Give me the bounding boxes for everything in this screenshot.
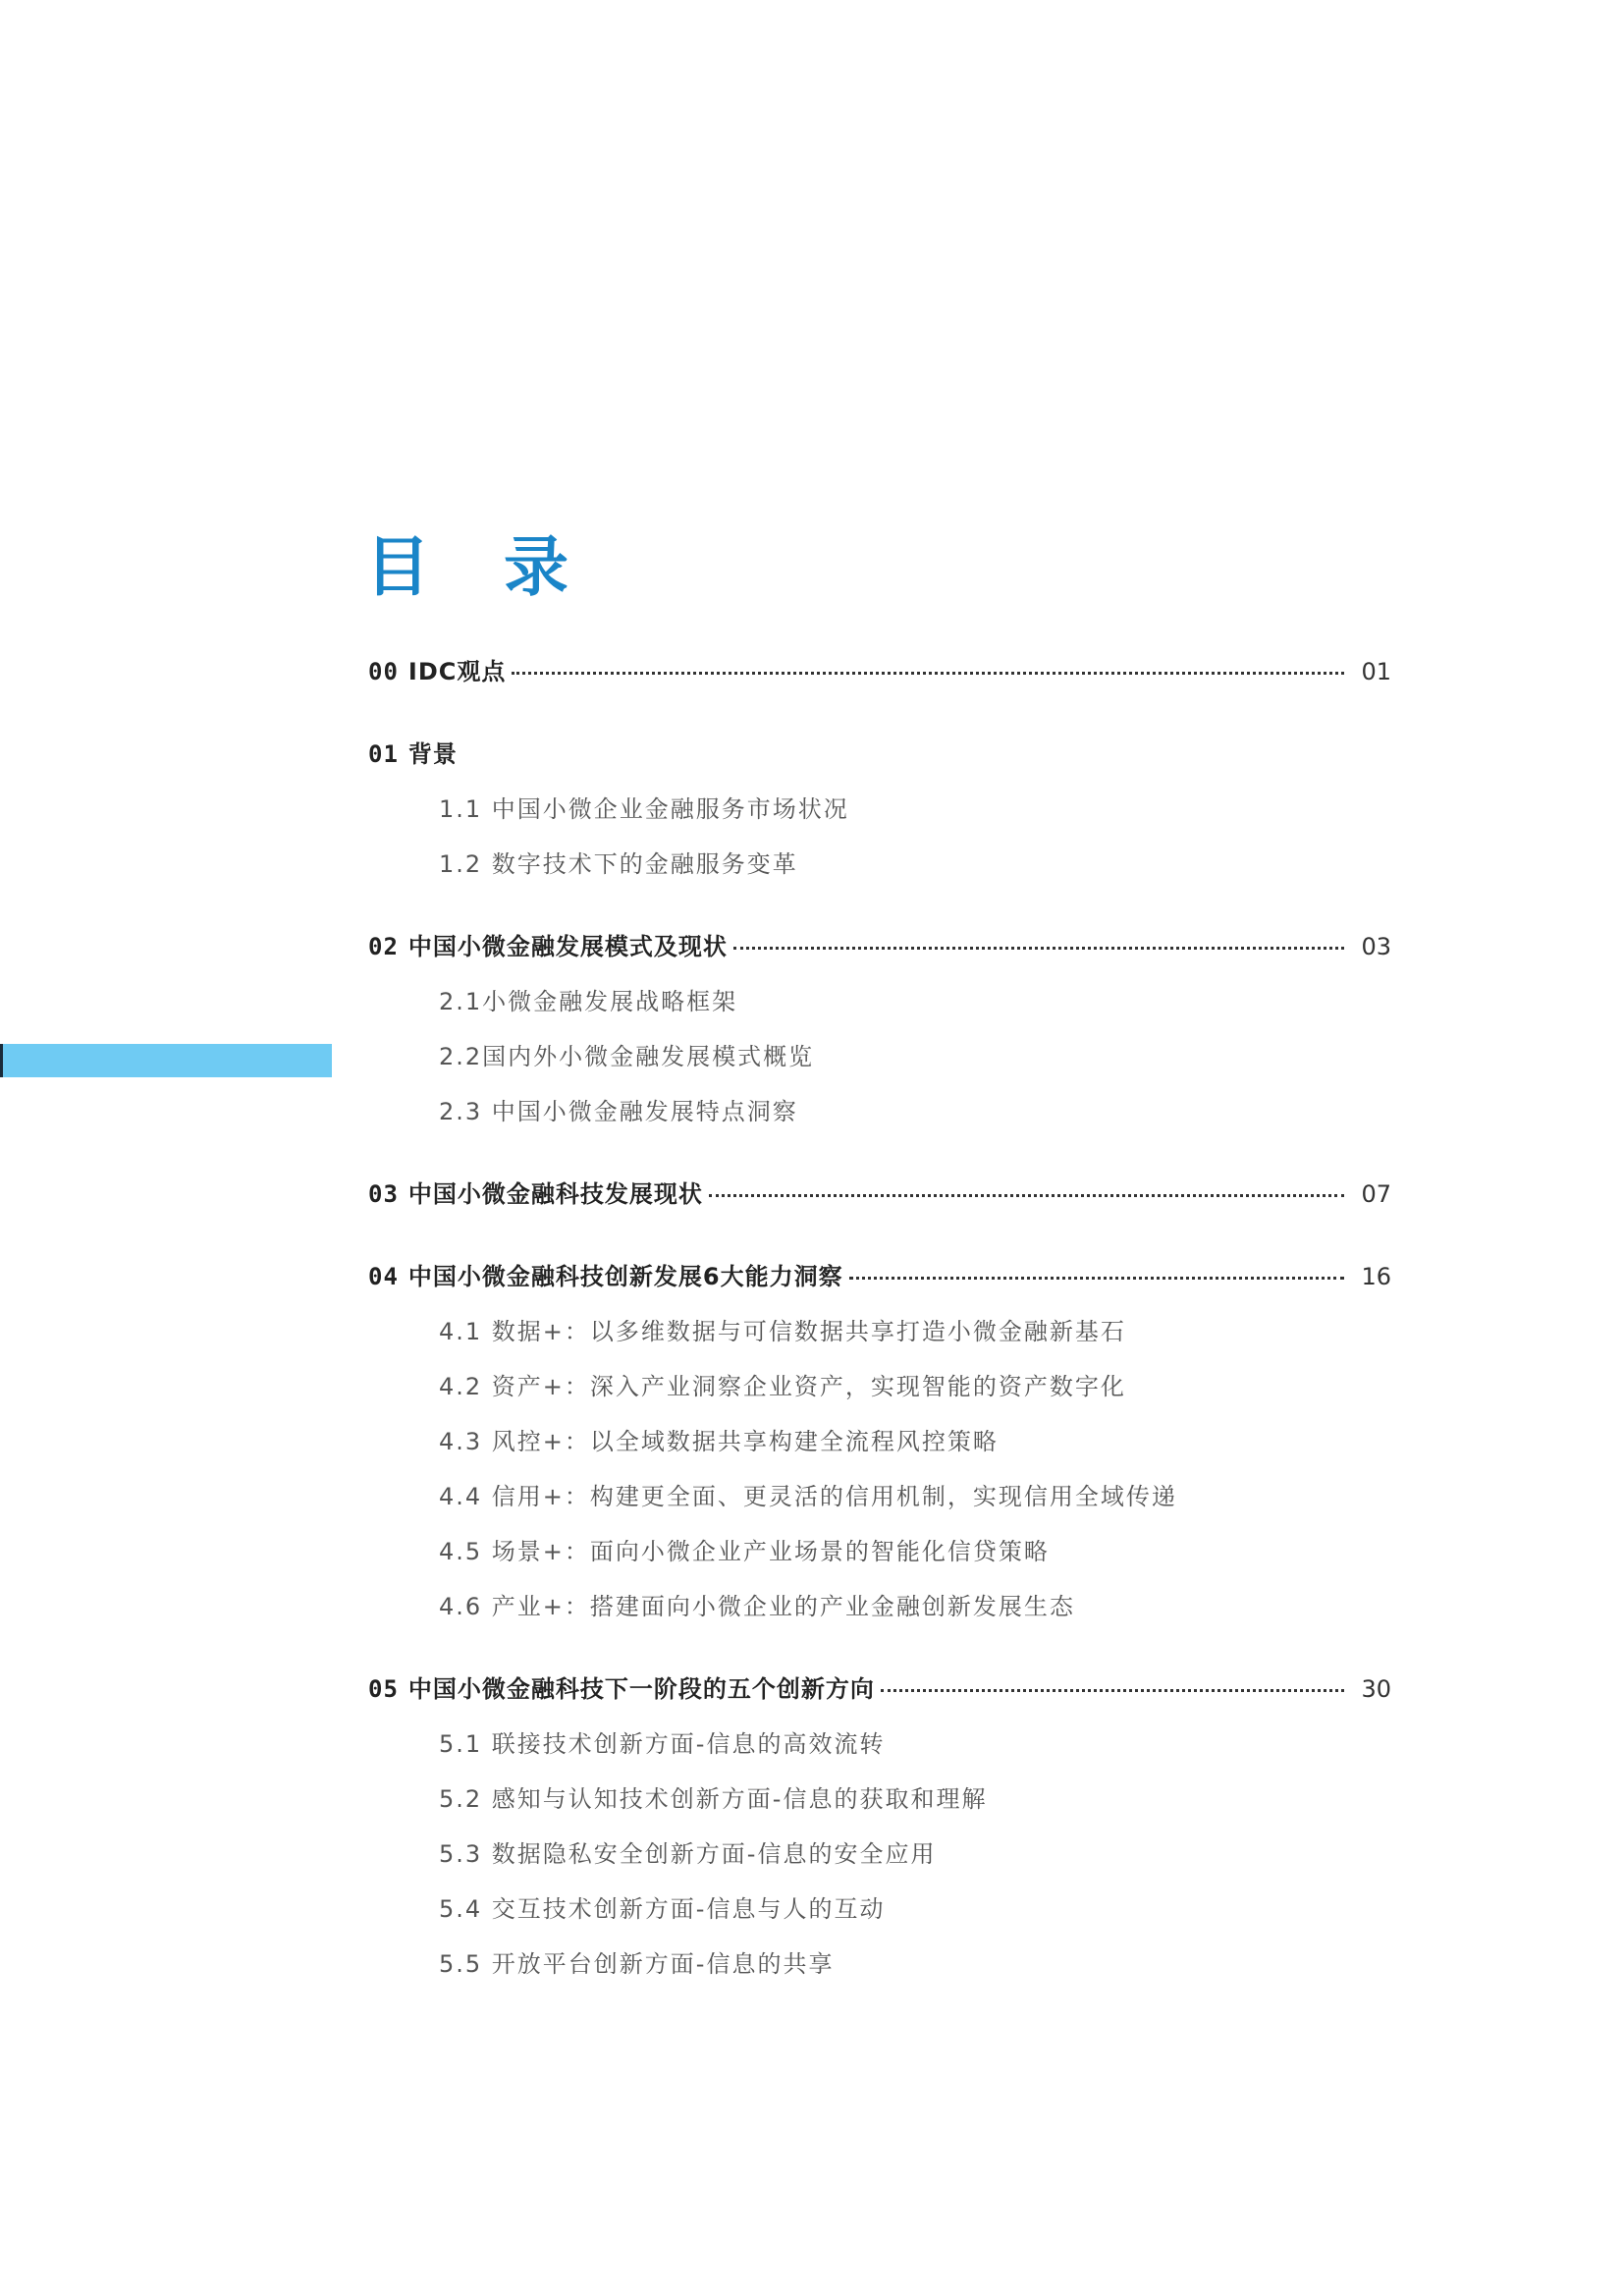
toc-section-4-5[interactable]	[368, 1532, 1462, 1566]
section-title: 5.1 联接技术创新方面-信息的高效流转	[439, 1730, 886, 1758]
page-number: 03	[1361, 933, 1391, 960]
section-title: 2.1小微金融发展战略框架	[439, 988, 738, 1015]
chapter-title: 中国小微金融发展模式及现状	[407, 933, 728, 960]
toc-section-5-1[interactable]	[368, 1724, 1462, 1759]
toc-chapter-03[interactable]	[368, 1175, 1391, 1209]
toc-chapter-01[interactable]	[368, 735, 1391, 769]
page-title: 目 录	[365, 529, 594, 605]
section-title: 4.6 产业+：搭建面向小微企业的产业金融创新发展生态	[439, 1593, 1075, 1620]
chapter-title: 中国小微金融科技发展现状	[407, 1180, 703, 1208]
dot-leader	[512, 672, 1344, 675]
page-number: 30	[1361, 1675, 1391, 1703]
chapter-number: 01	[368, 740, 399, 768]
toc-section-4-4[interactable]	[368, 1477, 1462, 1511]
toc-section-5-2[interactable]	[368, 1779, 1462, 1814]
chapter-number: 05	[368, 1675, 399, 1703]
toc-section-2-2[interactable]	[368, 1037, 1462, 1071]
page-number: 16	[1361, 1263, 1391, 1290]
section-title: 2.3 中国小微金融发展特点洞察	[439, 1098, 798, 1125]
toc-section-5-5[interactable]	[368, 1944, 1462, 1979]
accent-bar-edge	[0, 1044, 3, 1077]
chapter-number: 02	[368, 933, 399, 960]
dot-leader	[709, 1194, 1344, 1197]
section-title: 4.5 场景+：面向小微企业产业场景的智能化信贷策略	[439, 1538, 1050, 1565]
toc-section-5-4[interactable]	[368, 1889, 1462, 1924]
toc-section-4-2[interactable]	[368, 1367, 1462, 1401]
section-title: 4.1 数据+：以多维数据与可信数据共享打造小微金融新基石	[439, 1318, 1126, 1345]
section-title: 5.4 交互技术创新方面-信息与人的互动	[439, 1895, 886, 1923]
toc-section-4-6[interactable]	[368, 1587, 1462, 1621]
section-title: 4.4 信用+：构建更全面、更灵活的信用机制，实现信用全域传递	[439, 1483, 1177, 1510]
toc-chapter-02[interactable]	[368, 927, 1391, 961]
section-title: 2.2国内外小微金融发展模式概览	[439, 1043, 815, 1070]
section-title: 1.2 数字技术下的金融服务变革	[439, 850, 798, 878]
toc-section-4-1[interactable]	[368, 1312, 1462, 1346]
toc-section-2-3[interactable]	[368, 1092, 1462, 1126]
accent-bar	[0, 1044, 332, 1077]
toc-section-5-3[interactable]	[368, 1834, 1462, 1869]
chapter-number: 03	[368, 1180, 399, 1208]
section-title: 4.2 资产+：深入产业洞察企业资产，实现智能的资产数字化	[439, 1373, 1126, 1400]
chapter-title: 背景	[407, 740, 458, 768]
chapter-title: IDC观点	[407, 658, 507, 685]
chapter-title: 中国小微金融科技下一阶段的五个创新方向	[407, 1675, 875, 1703]
page-number: 01	[1361, 658, 1391, 685]
toc-section-2-1[interactable]	[368, 982, 1462, 1016]
toc-chapter-00[interactable]	[368, 652, 1391, 686]
section-title: 4.3 风控+：以全域数据共享构建全流程风控策略	[439, 1428, 999, 1455]
toc-section-4-3[interactable]	[368, 1422, 1462, 1456]
toc-chapter-05[interactable]	[368, 1669, 1391, 1704]
dot-leader	[881, 1689, 1344, 1692]
section-title: 5.3 数据隐私安全创新方面-信息的安全应用	[439, 1840, 937, 1868]
chapter-number: 00	[368, 658, 399, 685]
dot-leader	[733, 947, 1344, 950]
section-title: 5.2 感知与认知技术创新方面-信息的获取和理解	[439, 1785, 988, 1813]
section-title: 1.1 中国小微企业金融服务市场状况	[439, 795, 849, 823]
chapter-number: 04	[368, 1263, 399, 1290]
toc-section-1-1[interactable]	[368, 790, 1462, 824]
toc-chapter-04[interactable]	[368, 1257, 1391, 1291]
toc-section-1-2[interactable]	[368, 845, 1462, 879]
section-title: 5.5 开放平台创新方面-信息的共享	[439, 1950, 835, 1978]
chapter-title: 中国小微金融科技创新发展6大能力洞察	[407, 1263, 843, 1290]
page-number: 07	[1361, 1180, 1391, 1208]
dot-leader	[849, 1277, 1344, 1280]
